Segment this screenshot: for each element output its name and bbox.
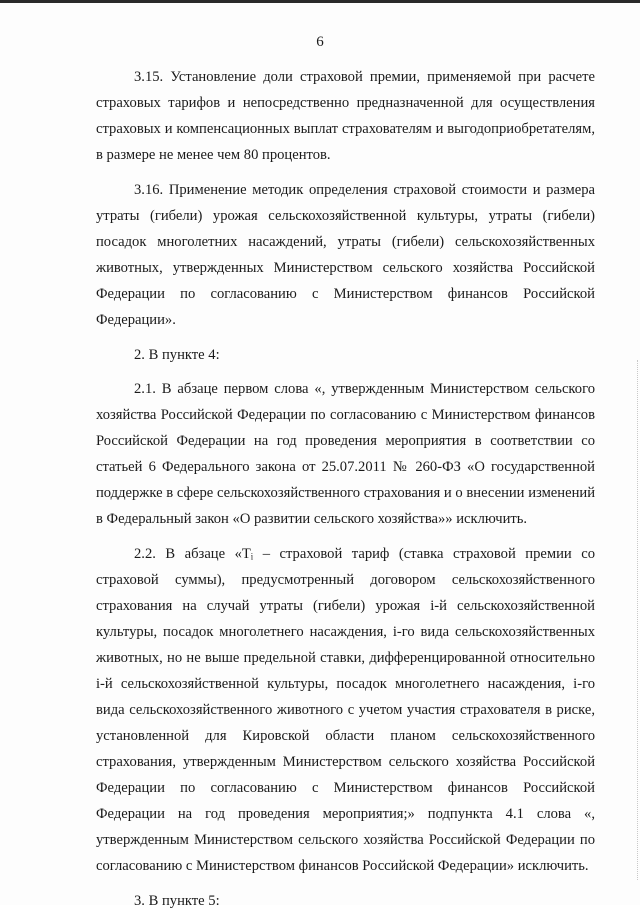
paragraph-2: 2. В пункте 4: [134, 347, 220, 363]
paragraph-3-16: 3.16. Применение методик определения страховой стоимости и размера утраты (гибели) урожая сельскохозяйственной культуры, утраты (гибели) посадок многолетних насаждений, утраты (гибели) сельскохозяйственных животных, утвержденных Министерством сельского хозяйства Российской Федерации по согласованию с Министерством финансов Российской Федерации». [96, 182, 595, 328]
paragraph-3-15: 3.15. Установление доли страховой премии, применяемой при расчете страховых тарифов и непосредственно предназначенной для осуществления страховых и компенсационных выплат страхователям и выгодоприобретателям, в размере не менее чем 80 процентов. [96, 69, 595, 163]
document-body [96, 64, 595, 922]
paragraph-3: 3. В пункте 5: [134, 893, 220, 909]
page-number: 6 [316, 34, 324, 50]
paragraph-2-1: 2.1. В абзаце первом слова «, утвержденным Министерством сельского хозяйства Российской Федерации по согласованию с Министерством финансов Российской Федерации на год проведения мероприятия в соответствии со статьей 6 Федерального закона от 25.07.2011 № 260-ФЗ «О государственной поддержке в сфере сельскохозяйственного страхования и о внесении изменений в Федеральный закон «О развитии сельского хозяйства»» исключить. [96, 381, 595, 527]
paragraph-2-2: 2.2. В абзаце «Tᵢ – страховой тариф (ставка страховой премии со страховой суммы), предусмотренный договором сельскохозяйственного страхования на случай утраты (гибели) урожая i-й сельскохозяйственной культуры, посадок многолетнего насаждения, i-го вида сельскохозяйственных животных, но не выше предельной ставки, дифференцированной относительно i-й сельскохозяйственной культуры, посадок многолетнего насаждения, i-го вида сельскохозяйственного животного с учетом участия страхователя в риске, установленной для Кировской области планом сельскохозяйственного страхования, утвержденным Министерством сельского хозяйства Российской Федерации по согласованию с Министерством финансов Российской Федерации на год проведения мероприятия;» подпункта 4.1 слова «, утвержденным Министерством сельского хозяйства Российской Федерации по согласованию с Министерством финансов Российской Федерации» исключить. [96, 546, 595, 874]
scan-top-border [0, 0, 640, 3]
scan-right-edge [636, 360, 638, 880]
